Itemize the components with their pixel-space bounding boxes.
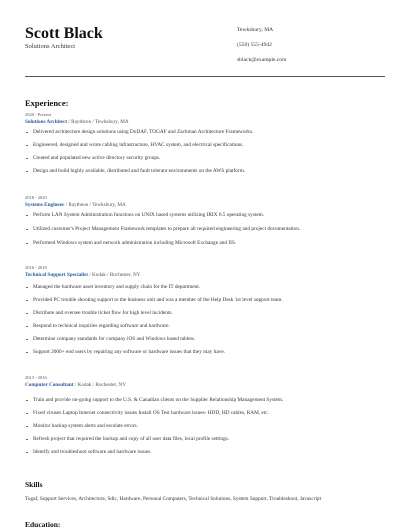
job-bullet: Perform LAN System Administration functions on UNIX based systems utilizing IRIX 6.5 operating system. [25,212,385,226]
job-entry [25,195,385,253]
contact-phone: (550) 555-4942 [237,42,272,48]
job-bullets [25,284,385,362]
job-bullets [25,397,385,462]
experience-heading: Experience: [25,98,69,108]
header-divider [25,76,385,77]
job-bullet: Refresh project that required the backup and copy of all user data files, local profile settings. [25,436,385,449]
job-dates: 2020 - Present [25,112,51,117]
job-bullets [25,129,385,181]
job-bullet: Created and populated new active directory security groups. [25,155,385,168]
job-bullet: Engineered, designed and wrote cabling infrastructure, HVAC system, and electrical specifications. [25,142,385,155]
resume-header [25,25,385,73]
skills-list: Togaf, Support Services, Architecture, Sdlc, Hardware, Personal Computers, Technical Solutions, System Support, Troubleshoot, Javascript [25,496,322,502]
experience-section [25,98,385,455]
job-bullet: Performed Windows system and network administration including Microsoft Exchange and IIS. [25,240,385,253]
job-bullet: Delivered architecture design solutions using DoDAF, TOGAF and Zachman Architecture Frameworks. [25,129,385,142]
job-bullet: Distribute and oversee trouble ticket flow for high level incidents. [25,310,385,323]
job-bullets [25,212,385,253]
job-dates: 2016 - 2018 [25,265,47,270]
job-dates: 2013 - 2016 [25,375,47,380]
job-heading [25,382,385,388]
job-title: Computer Consultant [25,382,74,388]
job-bullet: Determine company standards for company iOS and Windows based tablets. [25,336,385,349]
job-bullet: Provided PC trouble shooting support to the business unit and was a member of the Help Desk 1st level support team. [25,297,385,310]
job-bullet: Managed the hardware asset inventory and supply chain for the IT department. [25,284,385,297]
job-bullet: Fixed viruses Laptop Internet connectivity issues Install OS Test hardware issues- HDD, HD cables, RAM, etc. [25,410,385,423]
job-heading [25,272,385,278]
job-employer: / Kodak / Rochester, NY [73,382,127,388]
job-employer: / Raytheon / Tewksbury, MA [67,119,129,125]
job-entry [25,265,385,362]
job-bullet: Support 2000+ end users by repairing any software or hardware issues that they may have. [25,349,385,362]
job-employer: / Kodak / Rochester, NY [87,272,141,278]
job-bullet: Respond to technical inquiries regarding software and hardware. [25,323,385,336]
job-bullet: Design and build highly available, distributed and fault tolerant environments on the AWS platform. [25,168,385,181]
job-heading [25,119,385,125]
job-employer: / Raytheon / Tewksbury, MA [64,202,126,208]
contact-email[interactable]: sblack@example.com [237,57,287,63]
skills-section [25,480,385,502]
candidate-title: Solutions Architect [25,43,76,50]
education-section [25,520,385,529]
candidate-name: Scott Black [25,25,103,42]
job-title: Technical Support Specialist [25,272,88,278]
job-dates: 2018 - 2020 [25,195,47,200]
job-heading [25,202,385,208]
education-heading: Education: [25,520,61,529]
job-bullet: Monitor backup system alerts and escalate errors. [25,423,385,436]
job-title: Solutions Architect [25,119,68,125]
contact-location: Tewksbury, MA [237,27,274,33]
job-bullet: Train and provide on-going support to the U.S. & Canadian clients on the Supplier Relationship Management System. [25,397,385,410]
job-entry [25,375,385,462]
job-entry [25,112,385,181]
skills-heading: Skills [25,480,43,489]
job-bullet: Utilized customer's Project Management Framework templates to prepare all required engineering and project documentation. [25,226,385,240]
job-title: Systems Engineer [25,202,65,208]
contact-block [237,28,286,73]
job-bullet: Identify and troubleshoot software and hardware issues. [25,449,385,462]
